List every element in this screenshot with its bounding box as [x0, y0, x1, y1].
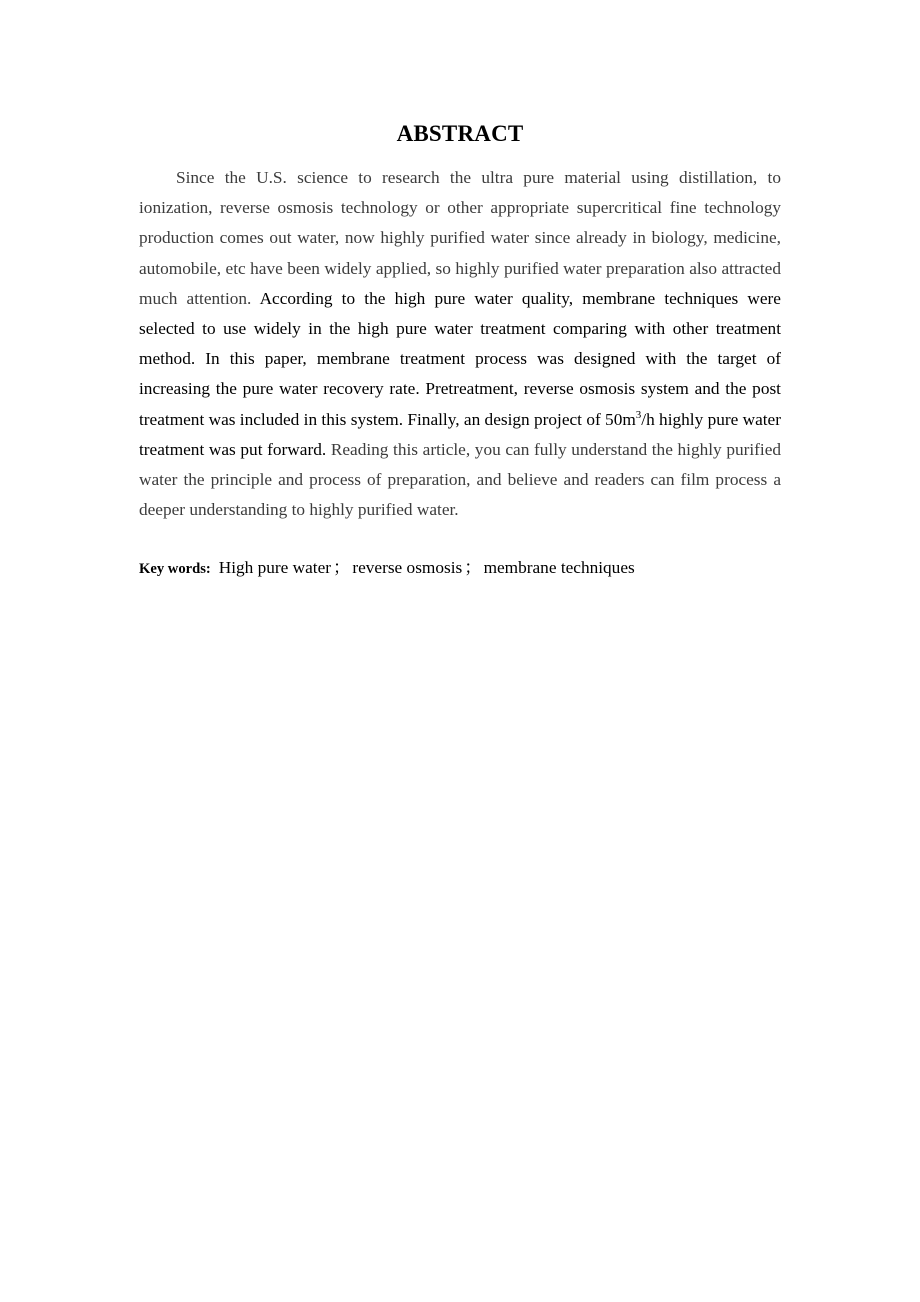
abstract-segment-2-tail: /h highly pure water treatment was put forward.	[139, 409, 781, 459]
keyword-item: High pure water	[218, 558, 332, 577]
keywords-label: Key words:	[139, 561, 211, 577]
abstract-segment-2	[139, 289, 781, 459]
keyword-separator: ；	[464, 558, 482, 577]
keyword-item: membrane techniques	[483, 558, 635, 577]
keyword-item: reverse osmosis	[352, 558, 463, 577]
abstract-segment-3: Reading this article, you can fully understand the highly purified water the principle and process of preparation, and believe and readers can film process a deeper understanding to highly purified water.	[139, 439, 782, 520]
page-title: ABSTRACT	[396, 121, 524, 146]
abstract-segment-2-text: According to the high pure water quality, membrane techniques were selected to use widely in the high pure water treatment comparing with other treatment method. In this paper, membrane treatment process was designed with the target of increasing the pure water recovery rate. Pretreatment, reverse osmosis system and the post treatment was included in this system. Finally, an design project of 50m	[139, 288, 781, 429]
abstract-body	[139, 163, 781, 525]
abstract-segment-1: Since the U.S. science to research the ultra pure material using distillation, to ionization, reverse osmosis technology or other appropriate supercritical fine technology production comes out water, now highly purified water since already in biology, medicine, automobile, etc have been widely applied, so highly purified water preparation also attracted much attention.	[139, 168, 781, 308]
keyword-separator: ；	[333, 558, 351, 577]
keywords-line	[139, 555, 781, 582]
unit-superscript: 3	[635, 408, 642, 421]
